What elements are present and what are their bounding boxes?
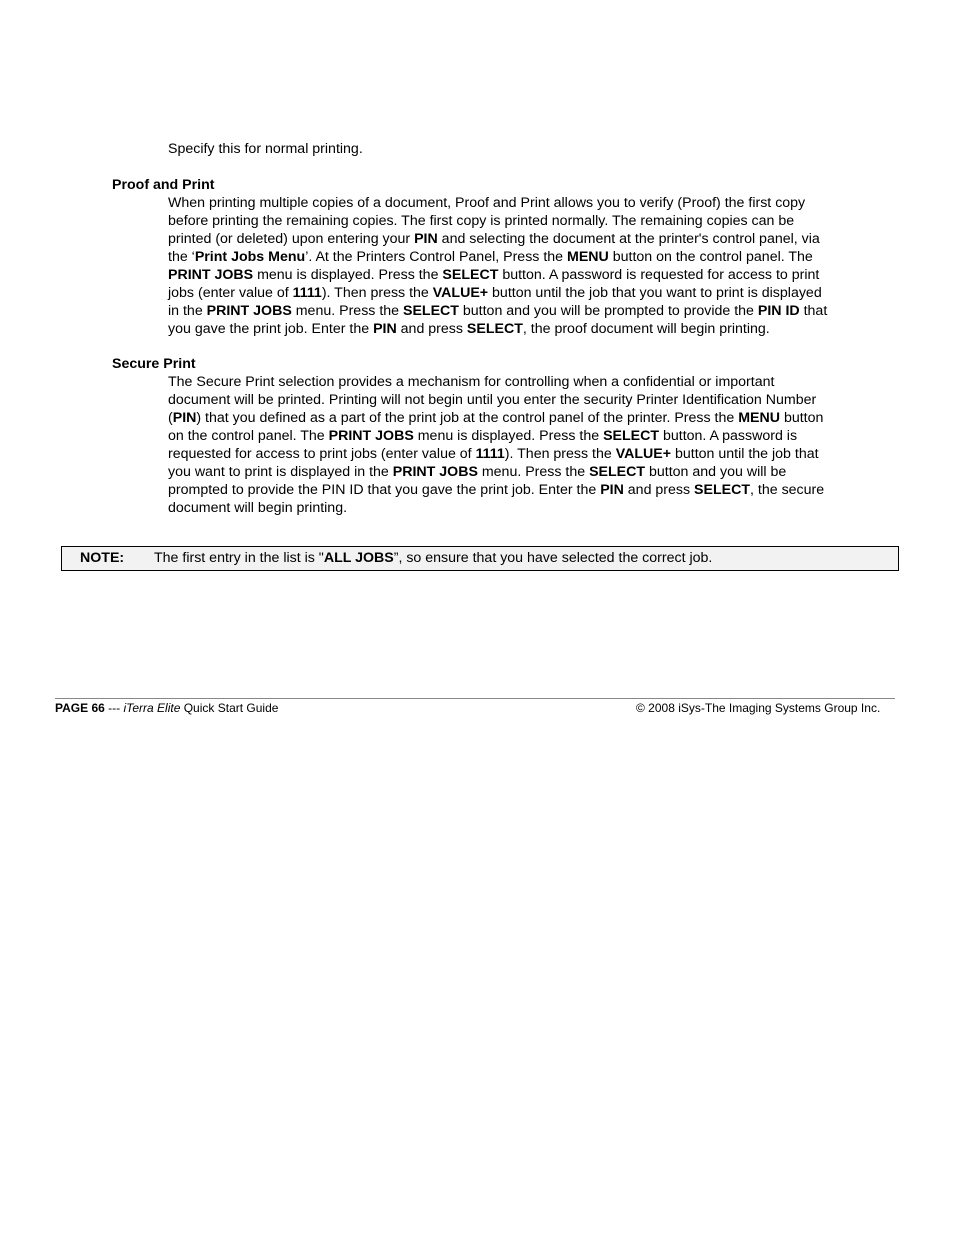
text-run: printed (or deleted) upon entering your: [168, 231, 415, 247]
text-run: , the secure: [750, 482, 825, 498]
paragraph-line: [168, 284, 827, 302]
footer-product-name: iTerra Elite: [123, 701, 181, 715]
bold-term: PRINT JOBS: [206, 303, 292, 319]
proof-and-print-heading: Proof and Print: [112, 177, 215, 193]
footer-page-info: [55, 701, 278, 715]
paragraph-line: [168, 391, 824, 409]
text-run: menu is displayed. Press the: [253, 267, 443, 283]
text-run: ’. At the Printers Control Panel, Press the: [305, 249, 567, 265]
text-run: jobs (enter value of: [168, 285, 293, 301]
paragraph-line: [168, 302, 827, 320]
text-run: menu is displayed. Press the: [413, 428, 604, 444]
footer-guide-title: Quick Start Guide: [180, 701, 279, 715]
paragraph-line: [168, 445, 824, 463]
secure-print-heading: Secure Print: [112, 356, 196, 372]
text-run: button until the job that: [671, 446, 819, 462]
bold-term: SELECT: [603, 428, 660, 444]
bold-term: PIN: [600, 482, 624, 498]
footer-page-number: PAGE 66: [55, 701, 105, 715]
text-run: ). Then press the: [504, 446, 616, 462]
bold-term: PRINT JOBS: [328, 428, 414, 444]
note-text: [154, 548, 712, 569]
bold-term: MENU: [738, 410, 780, 426]
text-run: ”, so ensure that you have selected the correct job.: [393, 550, 713, 566]
paragraph-line: [168, 463, 824, 481]
text-run: document will be printed. Printing will not begin until you enter the security Printer Identification Number: [168, 392, 817, 408]
bold-term: PIN: [414, 231, 438, 247]
bold-term: PIN: [373, 321, 397, 337]
bold-term: PIN: [172, 410, 197, 426]
text-run: on the control panel. The: [168, 428, 329, 444]
text-run: before printing the remaining copies. The first copy is printed normally. The remaining copies can be: [168, 213, 795, 229]
bold-term: VALUE+: [432, 285, 489, 301]
intro-text: Specify this for normal printing.: [168, 141, 363, 157]
text-run: , the proof document will begin printing.: [522, 321, 770, 337]
note-label: NOTE:: [80, 550, 125, 566]
paragraph-line: [168, 212, 827, 230]
text-run: you gave the print job. Enter the: [168, 321, 374, 337]
bold-term: MENU: [567, 249, 609, 265]
bold-term: SELECT: [442, 267, 499, 283]
text-run: ). Then press the: [321, 285, 433, 301]
paragraph-line: [168, 499, 824, 517]
text-run: in the: [168, 303, 207, 319]
note-box: [61, 546, 899, 571]
paragraph-line: [168, 194, 827, 212]
text-run: button and you will be prompted to provide the: [458, 303, 758, 319]
text-run: menu. Press the: [477, 464, 590, 480]
proof-and-print-paragraph: [168, 194, 827, 338]
text-run: button: [780, 410, 824, 426]
bold-term: Print Jobs Menu: [194, 249, 306, 265]
bold-term: PIN ID: [757, 303, 800, 319]
bold-term: ALL JOBS: [323, 550, 394, 566]
text-run: button until the job that you want to print is displayed: [488, 285, 822, 301]
bold-term: SELECT: [466, 321, 523, 337]
text-run: The Secure Print selection provides a mechanism for controlling when a confidential or important: [168, 374, 775, 390]
bold-term: PRINT JOBS: [392, 464, 478, 480]
paragraph-line: [168, 373, 824, 391]
text-run: that: [799, 303, 828, 319]
text-run: and selecting the document at the printer's control panel, via: [437, 231, 820, 247]
text-run: and press: [396, 321, 467, 337]
footer-separator: ---: [104, 701, 124, 715]
bold-term: SELECT: [589, 464, 646, 480]
text-run: button. A password is: [659, 428, 798, 444]
text-run: the ‘: [168, 249, 195, 265]
bold-term: PRINT JOBS: [168, 267, 254, 283]
bold-term: SELECT: [694, 482, 751, 498]
text-run: button and you will be: [645, 464, 787, 480]
paragraph-line: [168, 266, 827, 284]
bold-term: 1111: [292, 285, 322, 301]
paragraph-line: [168, 248, 827, 266]
text-run: document will begin printing.: [168, 500, 348, 516]
bold-term: SELECT: [402, 303, 459, 319]
text-run: button. A password is requested for access to print: [498, 267, 820, 283]
paragraph-line: [168, 409, 824, 427]
text-run: (: [168, 410, 173, 426]
text-run: requested for access to print jobs (enter value of: [168, 446, 476, 462]
paragraph-line: [168, 320, 827, 338]
text-run: prompted to provide the PIN ID that you gave the print job. Enter the: [168, 482, 601, 498]
footer-divider: [55, 698, 895, 699]
text-run: button on the control panel. The: [608, 249, 813, 265]
text-run: you want to print is displayed in the: [168, 464, 393, 480]
secure-print-paragraph: [168, 373, 824, 517]
paragraph-line: [168, 230, 827, 248]
text-run: ) that you defined as a part of the print job at the control panel of the printer. Press the: [196, 410, 739, 426]
text-run: menu. Press the: [291, 303, 403, 319]
paragraph-line: [168, 481, 824, 499]
text-run: The first entry in the list is ": [154, 550, 324, 566]
footer-copyright: © 2008 iSys-The Imaging Systems Group Inc.: [636, 701, 881, 715]
text-run: When printing multiple copies of a document, Proof and Print allows you to verify (Proof) the first copy: [168, 195, 806, 211]
text-run: and press: [623, 482, 695, 498]
bold-term: VALUE+: [615, 446, 672, 462]
paragraph-line: [168, 427, 824, 445]
bold-term: 1111: [475, 446, 505, 462]
